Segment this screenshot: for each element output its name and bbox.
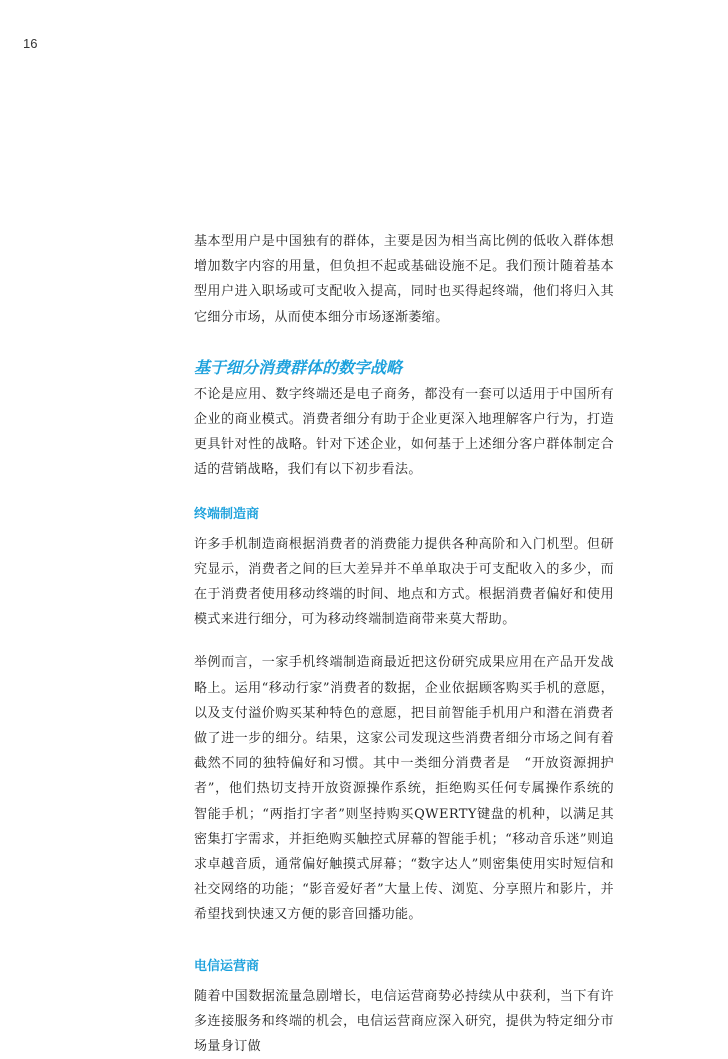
section-heading: 终端制造商	[194, 506, 260, 522]
section-heading: 基于细分消费群体的数字战略	[194, 357, 403, 377]
intro-section	[194, 229, 614, 330]
body-paragraph: 不论是应用、数字终端还是电子商务，都没有一套可以适用于中国所有企业的商业模式。消费者细分有助于企业更深入地理解客户行为，打造更具针对性的战略。针对下述企业，如何基于上述细分客户群体制定合适的营销战略，我们有以下初步看法。	[194, 386, 614, 478]
telecom-operators-section	[194, 956, 614, 1059]
body-paragraph: 举例而言，一家手机终端制造商最近把这份研究成果应用在产品开发战略上。运用“移动行家”消费者的数据，企业依据顾客购买手机的意愿，以及支付溢价购买某种特色的意愿，把目前智能手机用户和潜在消费者做了进一步的细分。结果，这家公司发现这些消费者细分市场之间有着截然不同的独特偏好和习惯。其中一类细分消费者是 “开放资源拥护者”，他们热切支持开放资源操作系统，拒绝购买任何专属操作系统的智能手机；“两指打字者”则坚持购买QWERTY键盘的机种，以满足其密集打字需求，并拒绝购买触控式屏幕的智能手机；“移动音乐迷”则追求卓越音质，通常偏好触摸式屏幕；“数字达人”则密集使用实时短信和社交网络的功能；“影音爱好者”大量上传、浏览、分享照片和影片，并希望找到快速又方便的影音回播功能。	[194, 655, 614, 923]
page-number: 16	[23, 36, 38, 51]
digital-strategy-section	[194, 356, 614, 483]
device-makers-section	[194, 504, 614, 928]
page-body	[194, 229, 614, 1059]
body-paragraph: 许多手机制造商根据消费者的消费能力提供各种高阶和入门机型。但研究显示，消费者之间的巨大差异并不单单取决于可支配收入的多少，而在于消费者使用移动终端的时间、地点和方式。根据消费者偏好和使用模式来进行细分，可为移动终端制造商带来莫大帮助。	[194, 536, 614, 628]
section-heading: 电信运营商	[194, 958, 260, 974]
body-paragraph: 基本型用户是中国独有的群体，主要是因为相当高比例的低收入群体想增加数字内容的用量，但负担不起或基础设施不足。我们预计随着基本型用户进入职场或可支配收入提高，同时也买得起终端，他们将归入其它细分市场，从而使本细分市场逐渐萎缩。	[194, 234, 614, 325]
body-paragraph: 随着中国数据流量急剧增长，电信运营商势必持续从中获利，当下有许多连接服务和终端的机会，电信运营商应深入研究，提供为特定细分市场量身订做	[194, 988, 614, 1055]
